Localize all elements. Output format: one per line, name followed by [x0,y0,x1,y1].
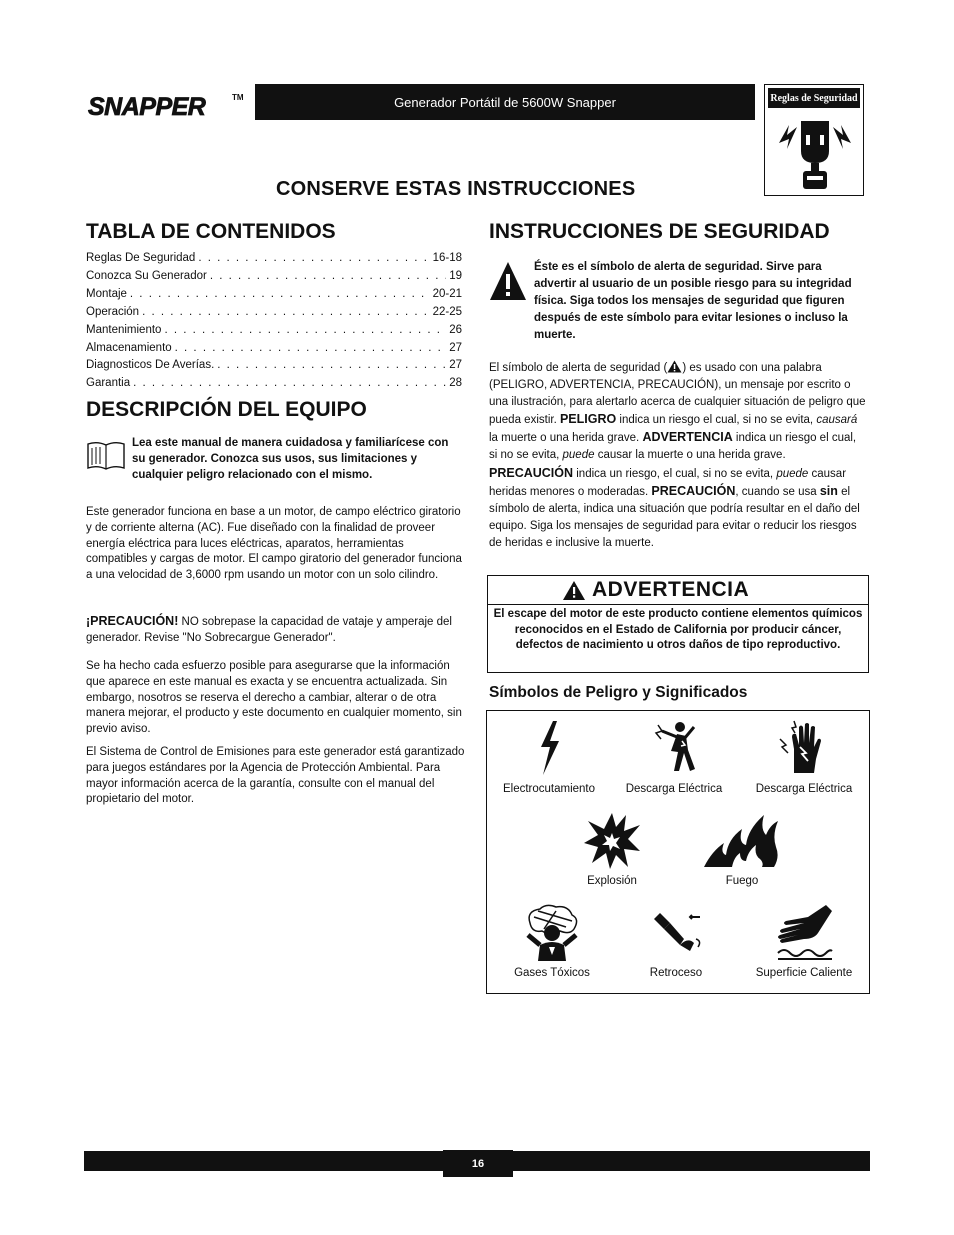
description-paragraph: Este generador funciona en base a un motor, de campo eléctrico giratorio y de corriente alterna (AC). Fue diseñado con la finalidad de proveer energía eléctrica para luces eléctricas, aparatos, herramientas compatibles y cargas de motor. El campo giratorio del generador funciona a una velocidad de 3,6000 rpm usando un motor con un solo cilindro. [86,506,462,582]
lightning-bolt-icon [519,719,579,777]
hazard-symbol: Fuego [683,811,801,887]
alert-symbol-text: Éste es el símbolo de alerta de seguridad. Sirve para advertir al usuario de un posible riesgo para su integridad física. Siga todos los mensajes de seguridad que figuren después de este símbolo para evitar lesiones o incluso la muerte. [534,261,852,341]
toc-item: Reglas De Seguridad . . . 16-18 [86,250,462,268]
accuracy-paragraph: Se ha hecho cada esfuerzo posible para asegurarse que la información que aparece en este manual es exacta y se encuentra actualizada. Sin embargo, nosotros se reserva el derecho a cambiar, alterar o de otra manera mejorar, el producto y este documento en cualquier momento, sin previo aviso. [86,660,462,736]
safety-heading: INSTRUCCIONES DE SEGURIDAD [489,220,830,243]
toc-item: Operación . . . 22-25 [86,304,462,322]
fire-icon [702,811,782,869]
plug-shock-icon [775,113,855,193]
hot-surface-icon [774,903,834,961]
hazard-symbol: Gases Tóxicos [491,903,613,979]
signal-words-paragraph: El símbolo de alerta de seguridad ( ) es usado con una palabra (PELIGRO, ADVERTENCIA, PRECAUCIÓN), un mensaje por escrito o una ilustración, para alertarlo acerca de cualquier situación de peligro que pueda existir. PELIGRO indica un riesgo el cual, si no se evita, causará la muerte o una herida grave. ADVERTENCIA indica un riesgo el cual, si no se evita, puede causar la muerte o una herida grave. PRECAUCIÓN indica un riesgo, el cual, si no se evita, puede causar heridas menores o moderadas. PRECAUCIÓN, cuando se usa sin el símbolo de alerta, indica una situación que podría resultar en el daño del equipo. Siga los mensajes de seguridad para evitar o reducir los riesgos de heridas e inclusive la muerte. [489,362,866,549]
hand-shock-icon [774,719,834,777]
toc-item: Diagnosticos De Averías. . . . 27 [86,357,462,375]
caution-label: ¡PRECAUCIÓN! [86,614,179,628]
hazard-symbol: Electrocutamiento [491,719,607,795]
toc-item: Montaje . . . 20-21 [86,286,462,304]
main-heading: CONSERVE ESTAS INSTRUCCIONES [276,178,636,200]
safety-rules-badge [764,84,864,196]
kickback-icon [646,903,706,961]
safety-alert-icon [489,260,527,302]
hazard-symbols-box [486,710,870,994]
hazard-symbol: Explosión [553,811,671,887]
explosion-icon [582,811,642,869]
warning-title: ADVERTENCIA [592,578,750,601]
hazard-symbol: Superficie Caliente [743,903,865,979]
badge-title: Reglas de Seguridad [768,88,860,108]
hazard-symbol: Retroceso [617,903,735,979]
brand-trademark: TM [232,93,244,102]
emissions-paragraph: El Sistema de Control de Emisiones para este generador está garantizado para juegos estándares por la Agencia de Protección Ambiental. Para mayor información acerca de la garantía, consulte con el manual del propietario del motor. [86,746,465,806]
book-icon [86,440,126,472]
warning-alert-icon [562,580,586,601]
toc-item: Almacenamiento . . . 27 [86,340,462,358]
symbols-heading: Símbolos de Peligro y Significados [489,684,748,701]
toc-item: Mantenimiento . . . 26 [86,322,462,340]
caution-paragraph: ¡PRECAUCIÓN! NO sobrepase la capacidad de vataje y amperaje del generador. Revise "No Sobrecargue Generador". [86,614,452,644]
table-of-contents [86,250,462,393]
page-number: 16 [443,1150,513,1177]
toc-item: Conozca Su Generador . . . 19 [86,268,462,286]
snapper-logo [86,88,251,124]
toxic-gas-icon [522,903,582,961]
toc-heading: TABLA DE CONTENIDOS [86,220,336,243]
warning-text: El escape del motor de este producto contiene elementos químicos reconocidos en el Estado de California por producir cáncer, defectos de nacimiento u otros daños de tipo reproductivo. [493,608,863,651]
toc-item: Garantia . . . 28 [86,375,462,393]
header-title-bar [255,84,755,120]
inline-alert-icon [667,360,682,373]
warning-header [488,576,868,605]
person-shock-icon [644,719,704,777]
product-title: Generador Portátil de 5600W Snapper [394,94,616,110]
hazard-symbol: Descarga Eléctrica [745,719,863,795]
brand-name: SNAPPER [88,93,206,121]
intro-notice: Lea este manual de manera cuidadosa y familiarícese con su generador. Conozca sus usos, sus limitaciones y cualquier peligro relacionado con el mismo. [132,437,449,481]
description-heading: DESCRIPCIÓN DEL EQUIPO [86,398,367,421]
hazard-symbol: Descarga Eléctrica [615,719,733,795]
warning-box [487,575,869,673]
